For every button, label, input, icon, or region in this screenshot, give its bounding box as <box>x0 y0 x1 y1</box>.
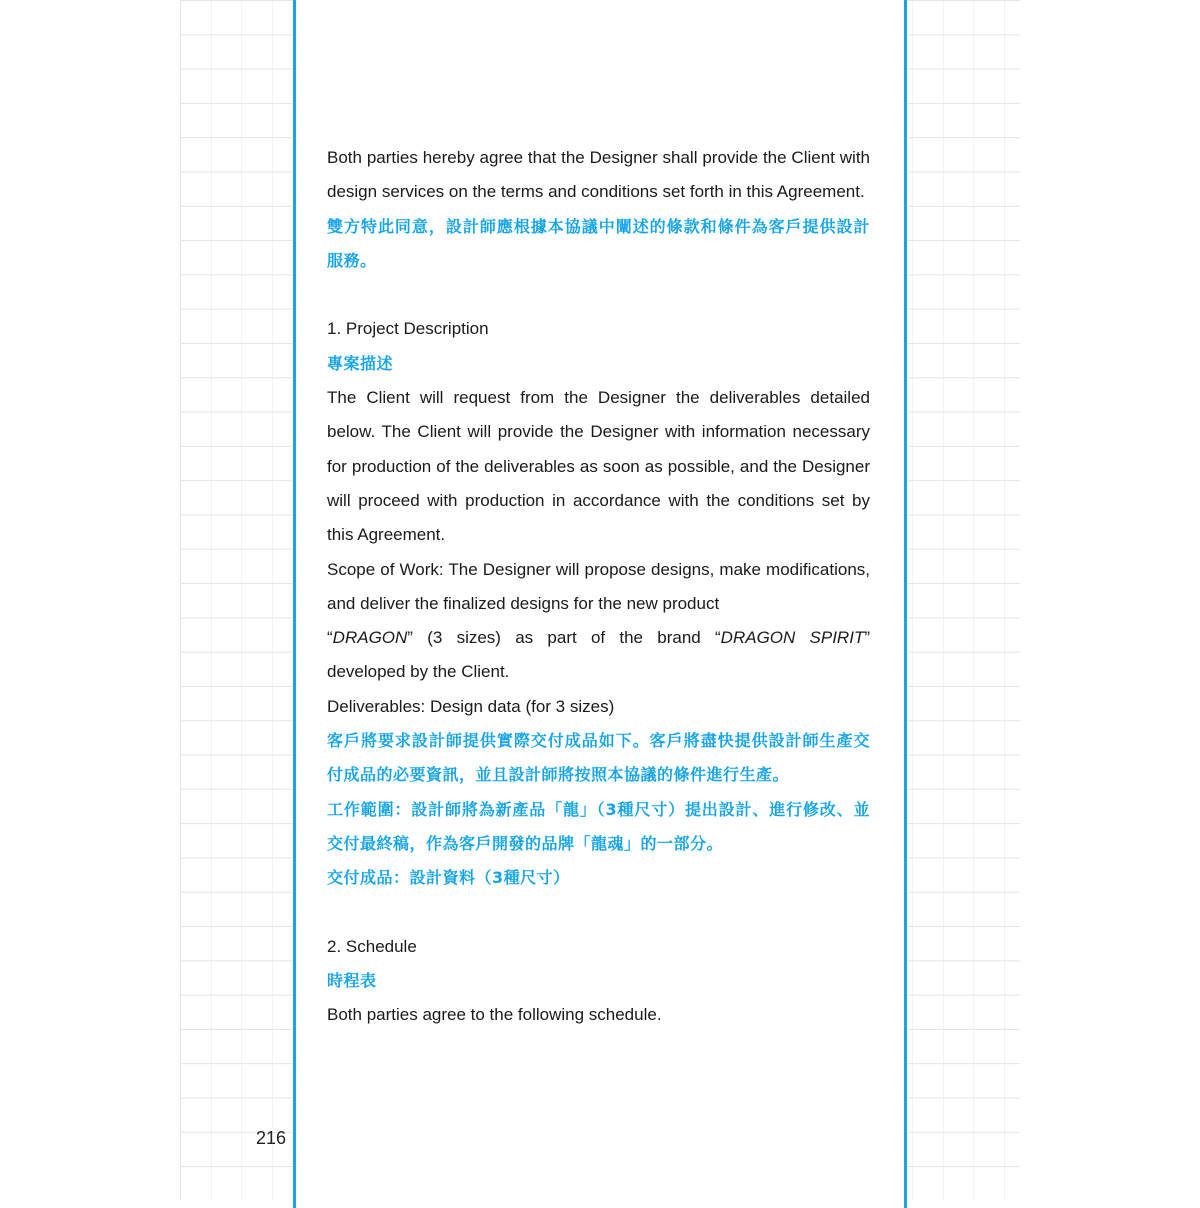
scope-after: developed by the Client. <box>327 662 510 682</box>
page-number: 216 <box>256 1128 287 1148</box>
section2-heading-chinese: 時程表 <box>327 971 377 991</box>
scope-text: Scope of Work: The Designer will propose designs, make modifications, and deliver the finalized designs for the new product <box>327 559 870 613</box>
brand-quote-close: ” <box>864 628 870 648</box>
product-sizes: (3 sizes) as part of the brand <box>427 628 701 648</box>
product-brand-line <box>327 621 870 655</box>
intro-english: Both parties hereby agree that the Designer shall provide the Client with design services on the terms and conditions set forth in this Agreement. <box>327 148 870 202</box>
brand-name: DRAGON SPIRIT <box>720 628 865 648</box>
intro-chinese: 雙方特此同意，設計師應根據本協議中闡述的條款和條件為客戶提供設計服務。 <box>327 216 870 270</box>
brand-quote-open: “ <box>715 628 721 648</box>
deliverables: Deliverables: Design data (for 3 sizes) <box>327 696 615 716</box>
product-name: DRAGON <box>332 628 408 648</box>
spacer <box>327 278 870 312</box>
deliverables-chinese: 交付成品：設計資料（3種尺寸） <box>327 868 570 888</box>
section2-heading: 2. Schedule <box>327 936 417 956</box>
section1-heading-chinese: 專案描述 <box>327 353 394 373</box>
spacer <box>327 896 870 930</box>
section1-heading: 1. Project Description <box>327 319 489 339</box>
scope-chinese: 工作範圍：設計師將為新產品「龍」（3種尺寸）提出設計、進行修改、並交付最終稿，作為客戶開發的品牌「龍魂」的一部分。 <box>327 799 870 853</box>
agreement-content <box>327 141 870 1033</box>
product-quote-open: “ <box>327 628 333 648</box>
product-quote-close: ” <box>407 628 413 648</box>
scope-of-work <box>327 553 870 622</box>
section1-body-chinese: 客戶將要求設計師提供實際交付成品如下。客戶將盡快提供設計師生產交付成品的必要資訊，並且設計師將按照本協議的條件進行生產。 <box>327 731 870 785</box>
section1-body: The Client will request from the Designer the deliverables detailed below. The Client will provide the Designer with information necessary for production of the deliverables as soon as possible, and the Designer will proceed with production in accordance with the conditions set by this Agreement. <box>327 388 870 545</box>
section2-body: Both parties agree to the following schedule. <box>327 1005 662 1025</box>
